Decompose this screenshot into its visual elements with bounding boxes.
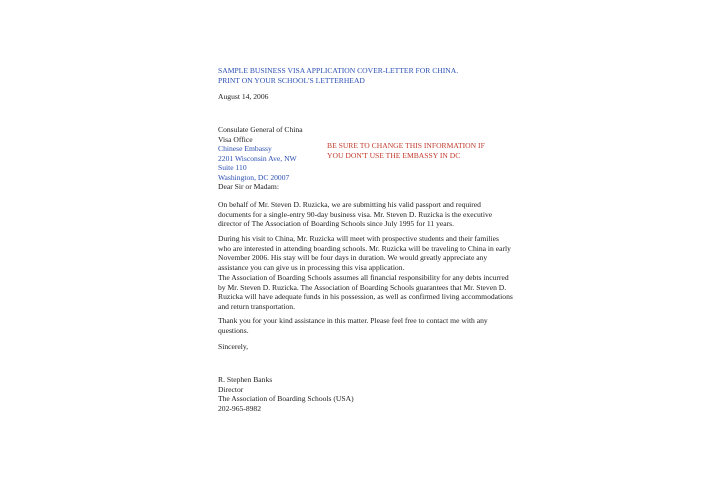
paragraph-line: assistance you can give us in processing this visa application.	[218, 262, 405, 272]
signature-block	[218, 375, 518, 413]
instruction-line-1: SAMPLE BUSINESS VISA APPLICATION COVER-LETTER FOR CHINA.	[218, 66, 459, 75]
paragraph-3	[218, 273, 518, 311]
paragraph-line: November 2006. His stay will be four days in duration. We would greatly appreciate any	[218, 253, 488, 263]
paragraph-line: Thank you for your kind assistance in this matter. Please feel free to contact me with any	[218, 316, 488, 325]
paragraph-line: Ruzicka will have adequate funds in his possession, as well as confirmed living accommodations	[218, 292, 513, 302]
recipient-line-4: 2201 Wisconsin Ave, NW	[218, 153, 297, 163]
paragraph-line: On behalf of Mr. Steven D. Ruzicka, we are submitting his valid passport and required	[218, 200, 481, 209]
paragraph-line: by Mr. Steven D. Ruzicka. The Association of Boarding Schools guarantees that Mr. Steven D.	[218, 282, 507, 292]
recipient-line-1: Consulate General of China	[218, 125, 303, 134]
recipient-line-6: Washington, DC 20007	[218, 172, 290, 182]
paragraph-line: questions.	[218, 325, 249, 335]
paragraph-2	[218, 234, 518, 272]
closing-text: Sincerely,	[218, 342, 249, 351]
salutation	[218, 182, 518, 192]
paragraph-1	[218, 200, 518, 229]
paragraph-line: During his visit to China, Mr. Ruzicka will meet with prospective students and their families	[218, 234, 499, 243]
instruction-header	[218, 66, 518, 85]
salutation-text: Dear Sir or Madam:	[218, 182, 279, 191]
warning-line-1: BE SURE TO CHANGE THIS INFORMATION IF	[327, 141, 485, 150]
warning-line-2: YOU DON'T USE THE EMBASSY IN DC	[327, 150, 461, 160]
recipient-line-3: Chinese Embassy	[218, 144, 272, 154]
paragraph-line: documents for a single-entry 90-day business visa. Mr. Steven D. Ruzicka is the executive	[218, 209, 493, 219]
signer-organization: The Association of Boarding Schools (USA)	[218, 394, 354, 404]
instruction-line-2: PRINT ON YOUR SCHOOL'S LETTERHEAD	[218, 75, 365, 85]
recipient-line-5: Suite 110	[218, 163, 247, 173]
paragraph-line: The Association of Boarding Schools assumes all financial responsibility for any debts incurred	[218, 273, 509, 282]
signer-phone: 202-965-8982	[218, 403, 262, 413]
date-text: August 14, 2006	[218, 92, 269, 101]
closing	[218, 342, 518, 352]
paragraph-line: who are interested in attending boarding schools. Mr. Ruzicka will be traveling to China in early	[218, 243, 511, 253]
signer-title: Director	[218, 384, 244, 394]
paragraph-line: director of The Association of Boarding Schools since July 1995 for 11 years.	[218, 219, 454, 229]
recipient-line-2: Visa Office	[218, 134, 253, 144]
paragraph-line: and return transportation.	[218, 301, 295, 311]
letter-date	[218, 92, 518, 102]
signer-name: R. Stephen Banks	[218, 375, 273, 384]
paragraph-4	[218, 316, 518, 335]
change-info-warning	[327, 141, 527, 160]
